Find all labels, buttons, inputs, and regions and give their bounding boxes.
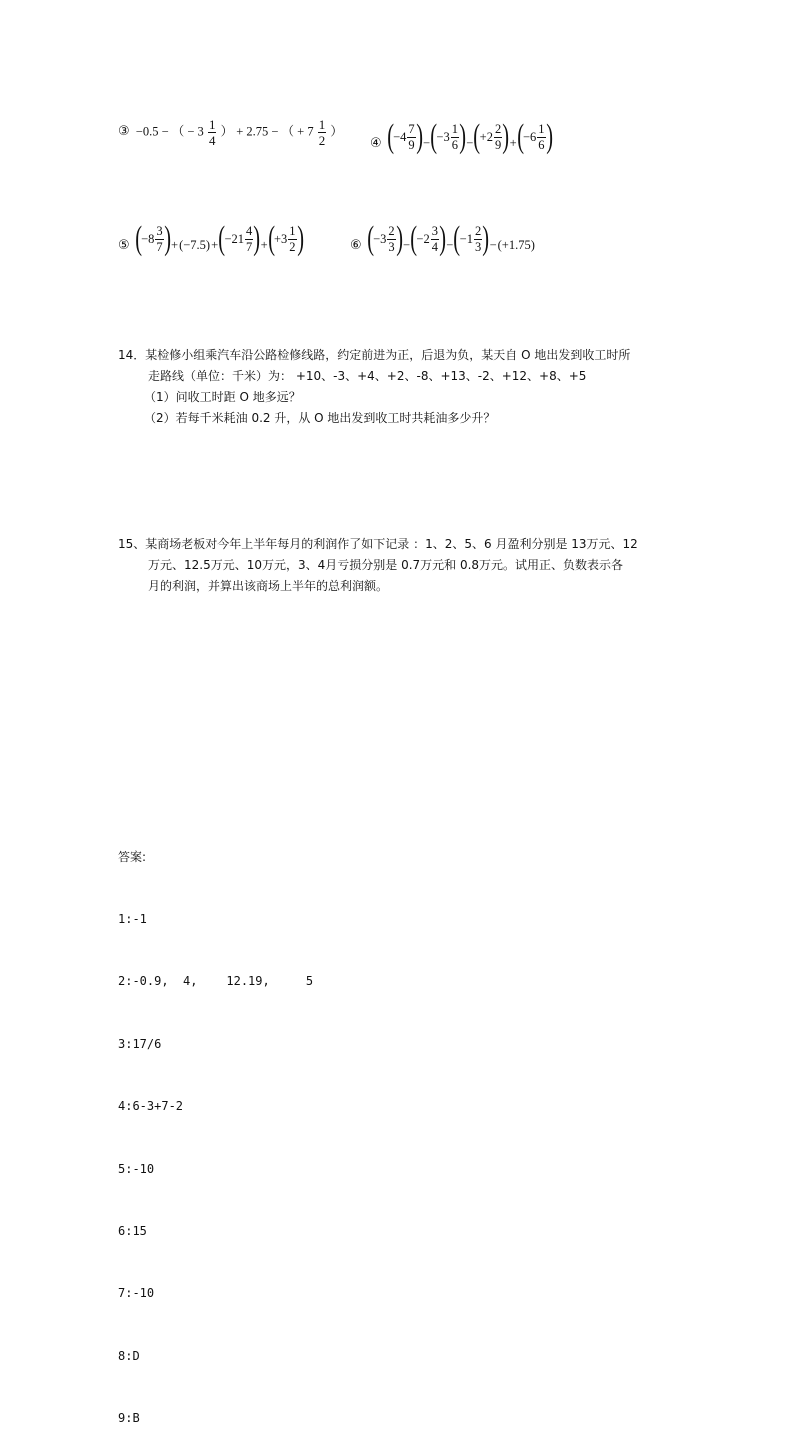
problem-5: ⑤ ( −8 $\frac{3}{7}$ ) +(−7.5)+ ( −21 $\frac{4}{7}$ ) + ( +3 $\frac{1}{2}$ ) [118, 220, 304, 257]
answer-item: 7:-10 [118, 1286, 155, 1301]
problem-3 [118, 118, 343, 147]
problem-3-fraction-2: $\frac{1}{2}$ [318, 117, 326, 148]
question-15-line-3: 月的利润，并算出该商场上半年的总利润额。 [148, 579, 389, 593]
question-14-sub-2: （2）若每千米耗油 0.2 升，从 O 地出发到收工时共耗油多少升？ [144, 411, 496, 425]
problem-4-label: ④ [370, 136, 382, 151]
answer-item: 9:B [118, 1411, 140, 1426]
problem-3-label: ③ [118, 124, 130, 140]
problem-3-prefix: −0.5 − （ − 3 [135, 124, 204, 139]
question-14-line-2: 走路线（单位：千米）为： +10、-3、+4、+2、-8、+13、-2、+12、+8、+5 [148, 369, 587, 383]
problem-4-term-3: ( +2 $\frac{2}{9}$ ) [473, 118, 510, 155]
problem-4-term-2: ( −3 $\frac{1}{6}$ ) [430, 118, 467, 155]
answer-item: 2:-0.9, 4, 12.19, 5 [118, 974, 314, 989]
problem-6-term-1: ( −3 $\frac{2}{3}$ ) [367, 220, 403, 257]
question-15 [118, 534, 698, 597]
problem-3-suffix: ） [330, 124, 343, 139]
answer-item: 8:D [118, 1348, 140, 1363]
problem-6-label: ⑥ [350, 238, 362, 253]
answer-item: 4:6-3+7-2 [118, 1099, 184, 1114]
problem-6-term-4: (+1.75) [497, 238, 535, 252]
answers-heading: 答案: [118, 849, 147, 864]
problem-6-term-3: ( −1 $\frac{2}{3}$ ) [453, 220, 490, 257]
problem-5-term-2: (−7.5) [179, 238, 211, 252]
answer-item: 1:-1 [118, 911, 147, 926]
question-14-line-1: 14．某检修小组乘汽车沿公路检修线路，约定前进为正，后退为负，某天自 O 地出发到收工时所 [118, 348, 631, 362]
problem-3-mid: ） + 2.75 − （ + 7 [220, 124, 314, 139]
question-15-line-2: 万元、12.5万元、10万元，3、4月亏损分别是 0.7万元和 0.8万元。试用正、负数表示各 [148, 558, 624, 572]
problem-6-term-2: ( −2 $\frac{3}{4}$ ) [410, 220, 447, 257]
problem-3-fraction-1: $\frac{1}{4}$ [208, 117, 216, 148]
answer-item: 5:-10 [118, 1161, 155, 1176]
question-14-sub-1: （1）问收工时距 O 地多远？ [144, 390, 301, 404]
problem-4-term-4: ( −6 $\frac{1}{6}$ ) [516, 118, 553, 155]
answer-item: 6:15 [118, 1223, 147, 1238]
problem-5-label: ⑤ [118, 238, 130, 253]
problem-5-term-4: ( +3 $\frac{1}{2}$ ) [267, 220, 304, 257]
problem-6: ⑥ ( −3 $\frac{2}{3}$ ) − ( −2 $\frac{3}{4}$ ) − ( −1 $\frac{2}{3}$ ) −(+1.75) [350, 220, 535, 257]
question-14 [118, 345, 698, 429]
problem-5-term-3: ( −21 $\frac{4}{7}$ ) [218, 220, 261, 257]
problem-4-term-1: ( −4 $\frac{7}{9}$ ) [387, 118, 423, 155]
problem-4: ④ ( −4 $\frac{7}{9}$ ) − ( −3 $\frac{1}{6}$ ) − ( +2 $\frac{2}{9}$ ) + ( −6 $\frac{1}{6}$ ) [370, 118, 553, 155]
answer-item: 3:17/6 [118, 1036, 162, 1051]
answers-section [118, 805, 313, 1450]
problem-5-term-1: ( −8 $\frac{3}{7}$ ) [135, 220, 171, 257]
question-15-line-1: 15、某商场老板对今年上半年每月的利润作了如下记录 ：1、2、5、6 月盈利分别是 13万元、12 [118, 537, 638, 551]
